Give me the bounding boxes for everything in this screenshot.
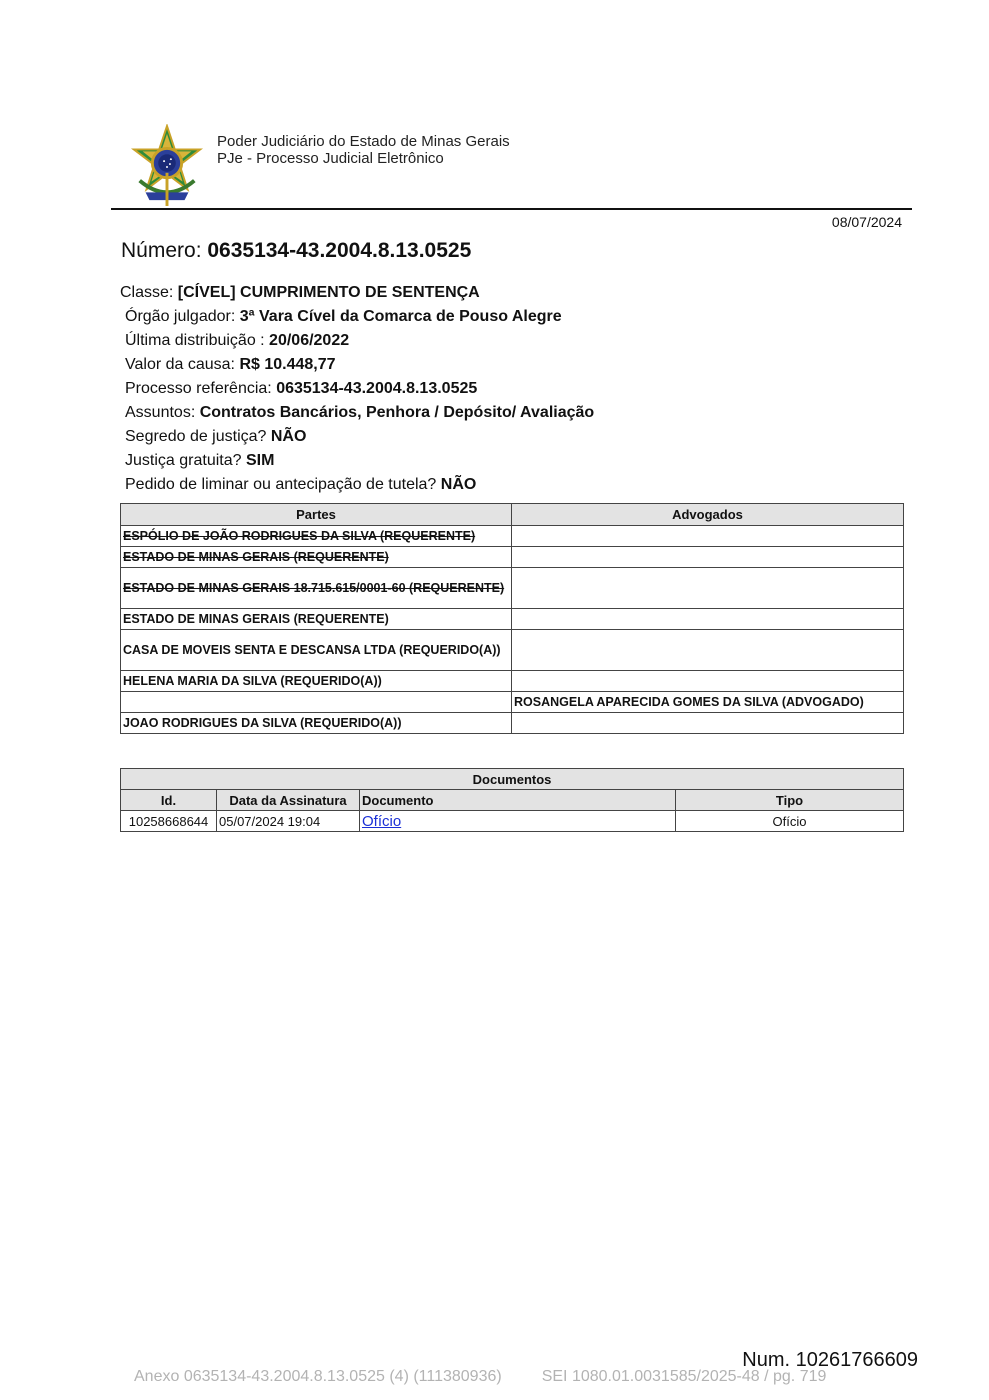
- party-cell: HELENA MARIA DA SILVA (REQUERIDO(A)): [121, 671, 512, 692]
- field-value: Contratos Bancários, Penhora / Depósito/ Avaliação: [199, 404, 595, 421]
- lawyer-cell: [512, 630, 904, 671]
- header-divider: [111, 208, 912, 210]
- document-type: Ofício: [676, 811, 904, 832]
- field-orgao-julgador: [125, 308, 562, 326]
- process-number: [121, 239, 471, 263]
- field-label: Classe:: [120, 284, 178, 301]
- party-cell: ESPÓLIO DE JOÃO RODRIGUES DA SILVA (REQUERENTE): [121, 526, 512, 547]
- field-valor-causa: [125, 356, 336, 374]
- field-classe: [120, 284, 480, 302]
- table-row: [121, 713, 904, 734]
- document-date: 08/07/2024: [831, 214, 902, 230]
- field-value: 20/06/2022: [269, 332, 350, 349]
- field-label: Valor da causa:: [125, 356, 240, 373]
- party-cell: ESTADO DE MINAS GERAIS 18.715.615/0001-60 (REQUERENTE): [121, 568, 512, 609]
- table-row: [121, 811, 904, 832]
- lawyer-cell: [512, 526, 904, 547]
- field-assuntos: [125, 404, 594, 422]
- party-cell: [121, 692, 512, 713]
- field-label: Última distribuição :: [125, 332, 270, 349]
- field-value: [CÍVEL] CUMPRIMENTO DE SENTENÇA: [177, 284, 480, 301]
- documents-title: Documentos: [121, 769, 904, 790]
- lawyer-cell: [512, 568, 904, 609]
- field-value: NÃO: [270, 428, 307, 445]
- footer-anexo: Anexo 0635134-43.2004.8.13.0525 (4) (111380936): [134, 1368, 502, 1385]
- header-system: PJe - Processo Judicial Eletrônico: [217, 150, 444, 167]
- column-header-data-assinatura: Data da Assinatura: [217, 790, 360, 811]
- documents-table: [120, 768, 904, 832]
- field-label: Processo referência:: [125, 380, 277, 397]
- document-date-signed: 05/07/2024 19:04: [217, 811, 360, 832]
- field-segredo-justica: [125, 428, 306, 446]
- field-value: NÃO: [440, 476, 477, 493]
- documents-header-row: [121, 790, 904, 811]
- field-justica-gratuita: [125, 452, 274, 470]
- party-cell: CASA DE MOVEIS SENTA E DESCANSA LTDA (REQUERIDO(A)): [121, 630, 512, 671]
- table-row: [121, 526, 904, 547]
- process-number-label: Número:: [121, 239, 208, 262]
- party-cell: ESTADO DE MINAS GERAIS (REQUERENTE): [121, 547, 512, 568]
- table-row: [121, 671, 904, 692]
- field-label: Justiça gratuita?: [125, 452, 246, 469]
- column-header-partes: Partes: [121, 504, 512, 526]
- document-num: Num. 10261766609: [742, 1349, 918, 1371]
- header-court: Poder Judiciário do Estado de Minas Gerais: [217, 133, 510, 150]
- table-row: [121, 630, 904, 671]
- header-title: [217, 133, 510, 167]
- field-processo-referencia: [125, 380, 477, 398]
- lawyer-cell: [512, 671, 904, 692]
- field-value: 3ª Vara Cível da Comarca de Pouso Alegre: [239, 308, 562, 325]
- table-row: [121, 547, 904, 568]
- lawyer-cell: [512, 547, 904, 568]
- document-cell: [360, 811, 676, 832]
- documents-title-row: [121, 769, 904, 790]
- lawyer-cell: [512, 713, 904, 734]
- field-label: Segredo de justiça?: [125, 428, 271, 445]
- field-value: 0635134-43.2004.8.13.0525: [276, 380, 478, 397]
- column-header-id: Id.: [121, 790, 217, 811]
- party-cell: JOAO RODRIGUES DA SILVA (REQUERIDO(A)): [121, 713, 512, 734]
- table-row: [121, 609, 904, 630]
- page-footer: [134, 1368, 826, 1386]
- table-row: [121, 568, 904, 609]
- document-id: 10258668644: [121, 811, 217, 832]
- lawyer-cell: [512, 609, 904, 630]
- field-value: R$ 10.448,77: [239, 356, 336, 373]
- field-pedido-liminar: [125, 476, 476, 494]
- field-ultima-distribuicao: [125, 332, 349, 350]
- column-header-tipo: Tipo: [676, 790, 904, 811]
- lawyer-cell: ROSANGELA APARECIDA GOMES DA SILVA (ADVOGADO): [512, 692, 904, 713]
- coat-of-arms-emblem: [128, 124, 206, 208]
- table-row: [121, 692, 904, 713]
- parties-header-row: [121, 504, 904, 526]
- process-number-value: 0635134-43.2004.8.13.0525: [207, 239, 472, 262]
- party-cell: ESTADO DE MINAS GERAIS (REQUERENTE): [121, 609, 512, 630]
- footer-sei: SEI 1080.01.0031585/2025-48 / pg. 719: [541, 1368, 827, 1385]
- column-header-documento: Documento: [360, 790, 676, 811]
- column-header-advogados: Advogados: [512, 504, 904, 526]
- field-label: Pedido de liminar ou antecipação de tutela?: [125, 476, 441, 493]
- document-link[interactable]: Ofício: [362, 812, 402, 830]
- field-label: Órgão julgador:: [125, 308, 240, 325]
- field-value: SIM: [245, 452, 275, 469]
- field-label: Assuntos:: [125, 404, 200, 421]
- parties-table: [120, 503, 904, 734]
